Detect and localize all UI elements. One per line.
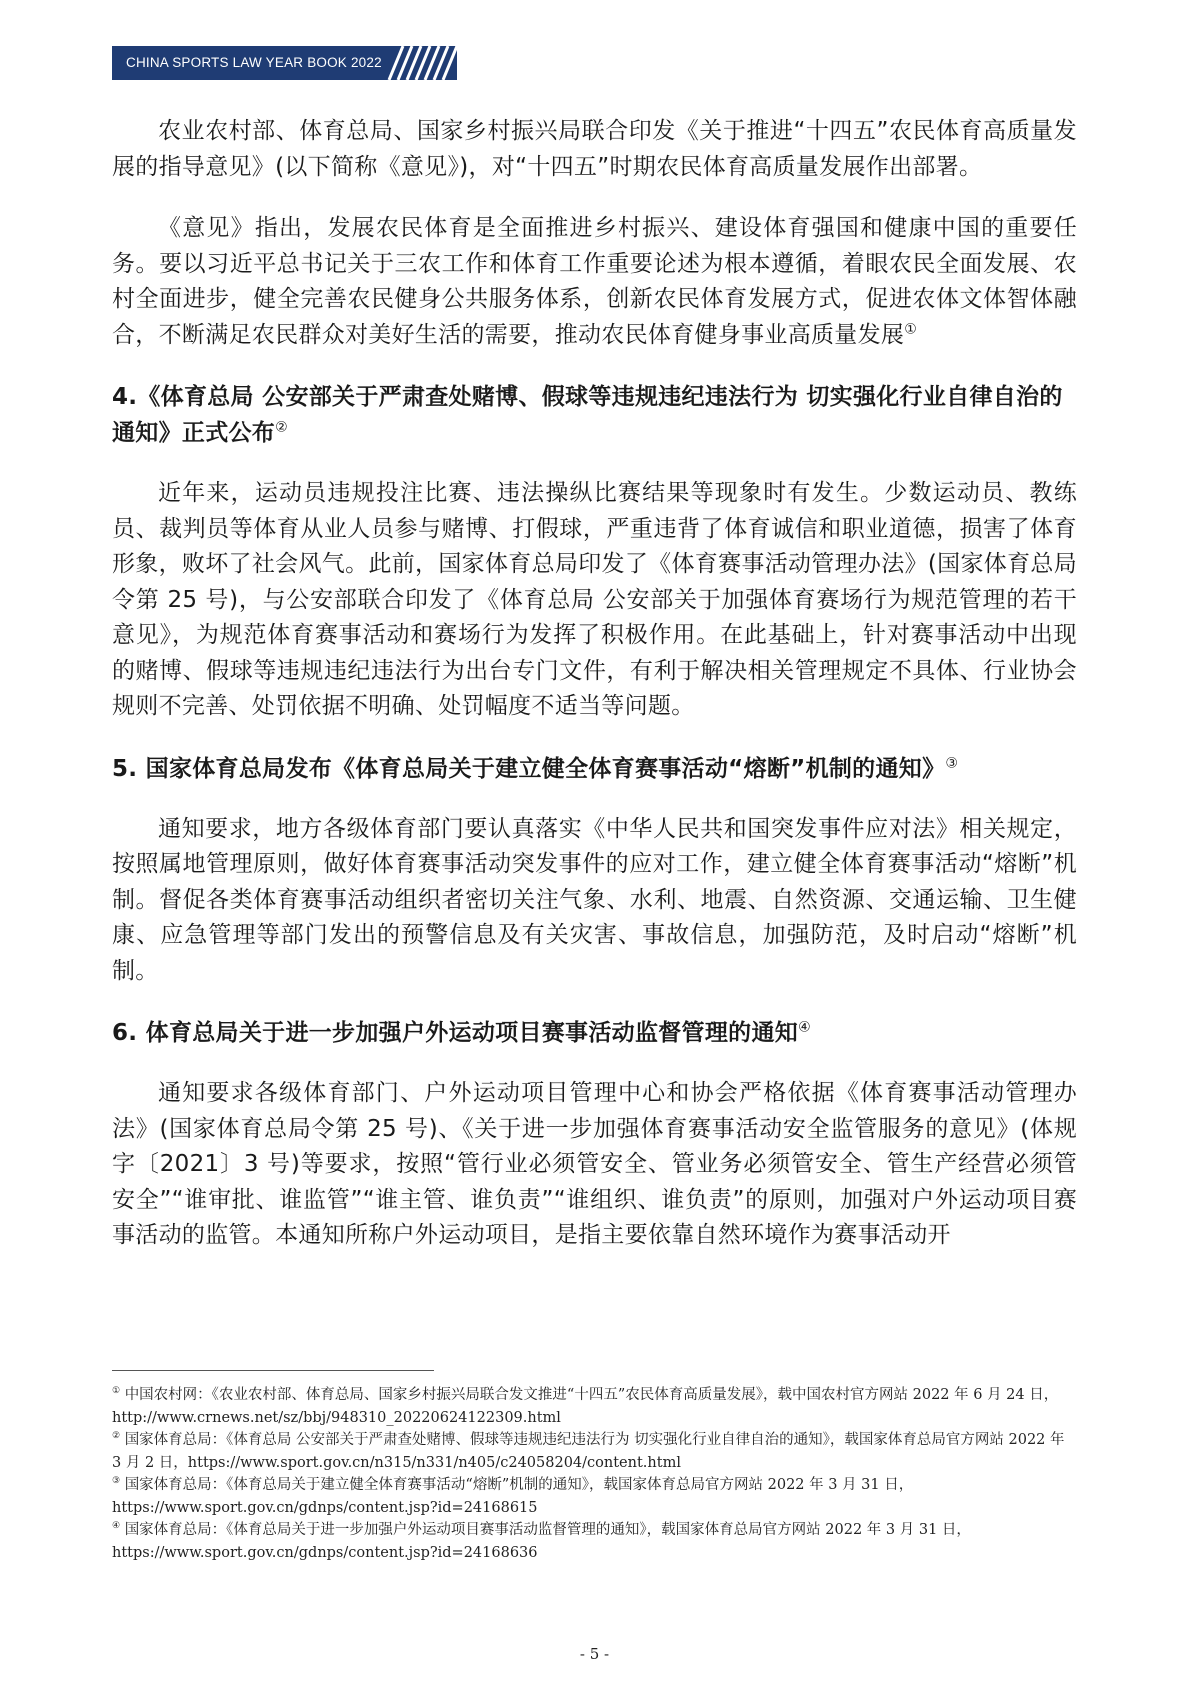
footnote-1 <box>112 1384 1077 1429</box>
footnote-ref-2: ② <box>275 419 288 436</box>
footnote-divider <box>112 1370 434 1371</box>
footnote-text: 国家体育总局：《体育总局关于建立健全体育赛事活动“熔断”机制的通知》，载国家体育总局官方网站 2022 年 3 月 31 日，https://www.sport.gov.cn/gdnps/content.jsp?id=24168615 <box>112 1477 914 1516</box>
main-content <box>112 114 1077 1280</box>
footnote-text: 国家体育总局：《体育总局关于进一步加强户外运动项目赛事活动监督管理的通知》，载国家体育总局官方网站 2022 年 3 月 31 日，https://www.sport.gov.cn/gdnps/content.jsp?id=24168636 <box>112 1522 971 1561</box>
footnote-4 <box>112 1519 1077 1564</box>
paragraph-gambling-notice: 近年来，运动员违规投注比赛、违法操纵比赛结果等现象时有发生。少数运动员、教练员、裁判员等体育从业人员参与赌博、打假球，严重违背了体育诚信和职业道德，损害了体育形象，败坏了社会风气。此前，国家体育总局印发了《体育赛事活动管理办法》(国家体育总局令第 25 号)，与公安部联合印发了《体育总局 公安部关于加强体育赛场行为规范管理的若干意见》，为规范体育赛事活动和赛场行为发挥了积极作用。在此基础上，针对赛事活动中出现的赌博、假球等违规违纪违法行为出台专门文件，有利于解决相关管理规定不具体、行业协会规则不完善、处罚依据不明确、处罚幅度不适当等问题。 <box>112 480 1077 719</box>
paragraph-opinion-points <box>112 211 1077 353</box>
heading-section-4 <box>112 379 1077 451</box>
paragraph-outdoor-sports: 通知要求各级体育部门、户外运动项目管理中心和协会严格依据《体育赛事活动管理办法》(国家体育总局令第 25 号)、《关于进一步加强体育赛事活动安全监管服务的意见》(体规字〔2021〕3 号)等要求，按照“管行业必须管安全、管业务必须管安全、管生产经营必须管安全”“谁审批、谁监管”“谁主管、谁负责”“谁组织、谁负责”的原则，加强对户外运动项目赛事活动的监管。本通知所称户外运动项目，是指主要依靠自然环境作为赛事活动开 <box>112 1080 1077 1248</box>
heading-section-6 <box>112 1015 1077 1051</box>
page-number: - 5 - <box>579 1645 610 1663</box>
heading-text: 4.《体育总局 公安部关于严肃查处赌博、假球等违规违纪违法行为 切实强化行业自律自治的通知》正式公布 <box>112 384 1063 446</box>
footnote-ref-1: ① <box>904 320 918 337</box>
footnote-text: 国家体育总局：《体育总局 公安部关于严肃查处赌博、假球等违规违纪违法行为 切实强化行业自律自治的通知》，载国家体育总局官方网站 2022 年 3 月 2 日，https://www.sport.gov.cn/n315/n331/n405/c24058204/content.html <box>112 1432 1065 1471</box>
paragraph-farmers-sports-opinion: 农业农村部、体育总局、国家乡村振兴局联合印发《关于推进“十四五”农民体育高质量发展的指导意见》(以下简称《意见》)，对“十四五”时期农民体育高质量发展作出部署。 <box>112 118 1077 180</box>
heading-text: 6. 体育总局关于进一步加强户外运动项目赛事活动监督管理的通知 <box>112 1020 799 1046</box>
header-title: CHINA SPORTS LAW YEAR BOOK 2022 <box>126 55 382 70</box>
paragraph-circuit-breaker: 通知要求，地方各级体育部门要认真落实《中华人民共和国突发事件应对法》相关规定，按照属地管理原则，做好体育赛事活动突发事件的应对工作，建立健全体育赛事活动“熔断”机制。督促各类体育赛事活动组织者密切关注气象、水利、地震、自然资源、交通运输、卫生健康、应急管理等部门发出的预警信息及有关灾害、事故信息，加强防范，及时启动“熔断”机制。 <box>112 815 1077 984</box>
heading-text: 5. 国家体育总局发布《体育总局关于建立健全体育赛事活动“熔断”机制的通知》 <box>112 755 946 782</box>
footnote-3 <box>112 1474 1077 1519</box>
paragraph-text: 《意见》指出，发展农民体育是全面推进乡村振兴、建设体育强国和健康中国的重要任务。要以习近平总书记关于三农工作和体育工作重要论述为根本遵循，着眼农民全面发展、农村全面进步，健全完善农民健身公共服务体系，创新农民体育发展方式，促进农体文体智体融合，不断满足农民群众对美好生活的需要，推动农民体育健身事业高质量发展 <box>112 215 1077 348</box>
header-banner <box>112 46 457 80</box>
heading-section-5 <box>112 751 1077 787</box>
footnote-text: 中国农村网：《农业农村部、体育总局、国家乡村振兴局联合发文推进“十四五”农民体育高质量发展》，载中国农村官方网站 2022 年 6 月 24 日，http://www.crnews.net/sz/bbj/948310_20220624122309.html <box>112 1387 1059 1426</box>
footnote-mark: ③ <box>112 1476 121 1487</box>
footnote-mark: ① <box>112 1386 121 1397</box>
footnotes <box>112 1384 1077 1564</box>
stripes-decoration-icon <box>385 46 457 80</box>
footnote-mark: ④ <box>112 1521 121 1532</box>
footnote-mark: ② <box>112 1431 121 1442</box>
footnote-2 <box>112 1429 1077 1474</box>
footnote-ref-4: ④ <box>798 1019 811 1036</box>
footnote-ref-3: ③ <box>945 754 959 771</box>
